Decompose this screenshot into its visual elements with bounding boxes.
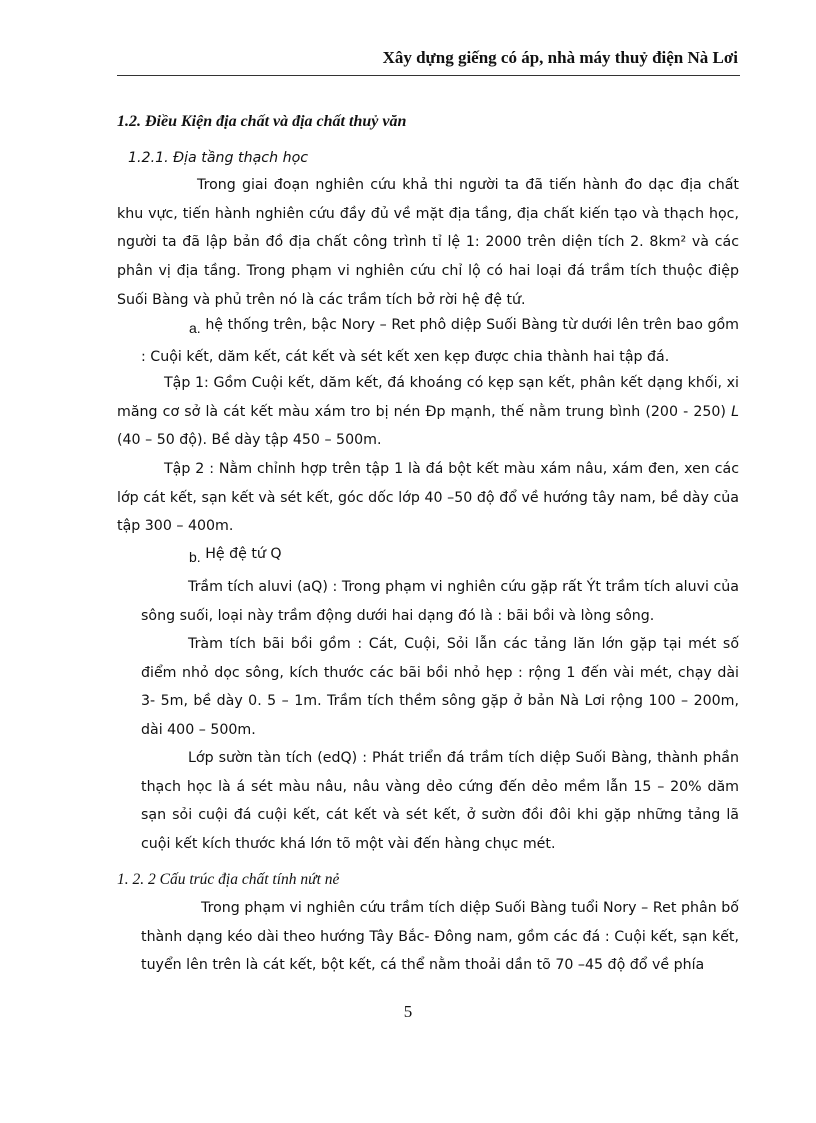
intro-paragraph: Trong giai đoạn nghiên cứu khả thi người ta đã tiến hành đo dạc địa chất khu vực, tiến hành nghiên cứu đầy đủ về mặt địa tầng, địa chất kiến tạo và thạch học, người ta đã lập bản đồ địa chất công trình tỉ lệ 1: 2000 trên diện tích 2. 8km² và các phân vị địa tầng. Trong phạm vi nghiên cứu chỉ lộ có hai loại đá trầm tích thuộc điệp Suối Bàng và phủ trên nó là các trầm tích bở rời hệ đệ tứ.: [117, 177, 739, 308]
subsection-heading-1: 1.2.1. Địa tầng thạch học: [128, 150, 309, 166]
tap1-italic-symbol: L: [731, 403, 739, 420]
structure-paragraph: Trong phạm vi nghiên cứu trầm tích diệp Suối Bàng tuổi Nory – Ret phân bố thành dạng kéo dài theo hướng Tây Bắc- Đông nam, gồm các đá : Cuội kết, sạn kết, tuyển lên trên là cát kết, bột kết, cá thể nằm thoải dần tõ 70 –45 độ đổ về phía: [141, 900, 739, 974]
subsection-heading-2: 1. 2. 2 Cấu trúc địa chất tính nứt nẻ: [117, 871, 340, 888]
running-header-title: Xây dựng giếng có áp, nhà máy thuỷ điện Nà Lơi: [382, 48, 738, 67]
edq-paragraph: Lớp sườn tàn tích (edQ) : Phát triển đá trầm tích diệp Suối Bàng, thành phần thạch học là á sét màu nâu, nâu vàng dẻo cứng đến dẻo mềm lẫn 15 – 20% dăm sạn sỏi cuội đá cuội kết, cát kết và sét kết, ở sườn đồi đôi khi gặp những tảng lã cuội kết kích thước khá lớn tõ một vài đến hàng chục mét.: [141, 750, 739, 853]
bai-boi-paragraph: Tràm tích bãi bồi gồm : Cát, Cuội, Sỏi lẫn các tảng lăn lớn gặp tại mét số điểm nhỏ dọc sông, kích thước các bãi bồi nhỏ hẹp : rộng 1 đến vài mét, chạy dài 3- 5m, bề dày 0. 5 – 1m. Trầm tích thềm sông gặp ở bản Nà Lơi rộng 100 – 200m, dài 400 – 500m.: [141, 636, 739, 739]
header-rule: [117, 75, 740, 76]
list-item-a: [141, 311, 739, 371]
list-item-b: [189, 540, 739, 572]
page-number: 5: [403, 1002, 413, 1021]
list-label-b: b.: [189, 549, 201, 565]
list-label-a: a.: [189, 320, 201, 336]
list-item-b-text: Hệ đệ tứ Q: [205, 546, 282, 562]
tap2-paragraph: Tập 2 : Nằm chỉnh hợp trên tập 1 là đá bột kết màu xám nâu, xám đen, xen các lớp cát kết, sạn kết và sét kết, góc dốc lớp 40 –50 độ đổ về hướng tây nam, bề dày của tập 300 – 400m.: [117, 461, 739, 535]
aluvi-paragraph: Trầm tích aluvi (aQ) : Trong phạm vi nghiên cứu gặp rất Ýt trầm tích aluvi của sông suối, loại này trầm động dưới hai dạng đó là : bãi bồi và lòng sông.: [141, 579, 739, 624]
section-heading: 1.2. Điều Kiện địa chất và địa chất thuỷ văn: [117, 113, 407, 130]
list-item-a-text: hệ thống trên, bậc Nory – Ret phô diệp Suối Bàng từ dưới lên trên bao gồm : Cuội kết, dăm kết, cát kết và sét kết xen kẹp được chia thành hai tập đá.: [141, 317, 739, 365]
tap1-paragraph: Tập 1: Gồm Cuội kết, dăm kết, đá khoáng có kẹp sạn kết, phân kết dạng khối, xi măng cơ sở là cát kết màu xám tro bị nén Đp mạnh, thế nằm trung bình (200 - 250) L (40 – 50 độ). Bề dày tập 450 – 500m.: [117, 375, 739, 449]
